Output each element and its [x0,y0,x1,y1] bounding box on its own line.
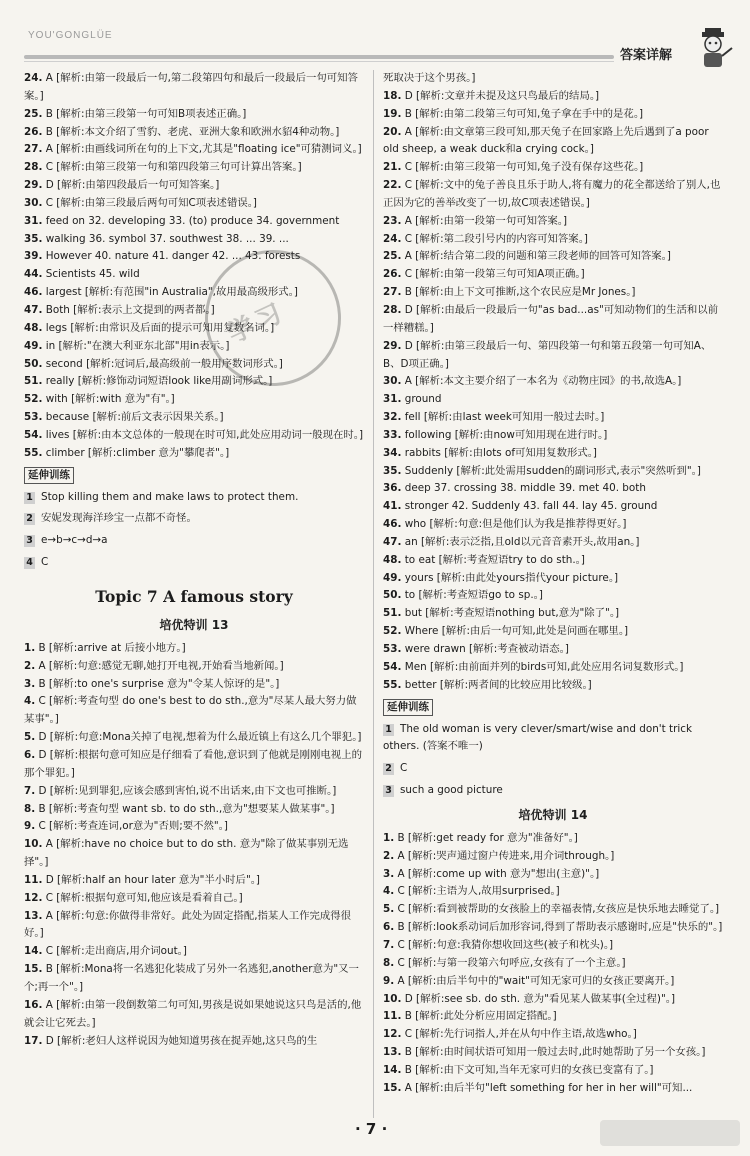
answer-number: 7. [383,938,395,951]
answer-item [24,729,364,747]
answer-number: 26. [383,268,402,281]
answer-number: 26. [24,125,43,138]
answer-text: Where [解析:由后一句可知,此处是问画在哪里。] [401,625,629,638]
extension-number: 3 [24,535,35,547]
answer-text: A [解析:由第一段倒数第二句可知,男孩是说如果她说这只鸟是活的,他就会让它死去。] [24,998,362,1029]
answer-item [383,1080,723,1098]
answer-text: B [解析:由第三段第一句可知B项表述正确。] [42,107,247,120]
answer-number: 13. [24,909,43,922]
answer-item [383,266,723,284]
answer-item [24,159,364,177]
extension-number: 2 [383,763,394,775]
answer-item [383,991,723,1009]
answer-text: walking 36. symbol 37. southwest 38. ... 39. ... [42,232,289,245]
answer-item [24,693,364,729]
answer-item [383,427,723,445]
header-title: 答案详解 [620,48,673,63]
answer-item [383,463,723,481]
extension-item [383,782,723,800]
answer-item [383,677,723,695]
answer-number: 2. [24,659,36,672]
answer-item [383,302,723,338]
answer-number: 8. [383,956,395,969]
answer-item [24,213,364,231]
answer-number: 19. [383,107,402,120]
answer-text: A [解析:由画线词所在句的上下文,尤其是"floating ice"可猜测词义。] [42,143,362,156]
training-title-13: 培优特训 13 [159,617,229,632]
answer-text: because [解析:前后文表示因果关系。] [42,411,224,424]
answer-item [383,1044,723,1062]
answer-number: 7. [24,784,36,797]
answer-text: A [解析:由第一段第一句可知答案。] [401,214,568,227]
answer-text: really [解析:修饰动词短语look like用副词形式。] [42,375,273,388]
answer-text: C [解析:由第三段第一句和第四段第三句可计算出答案。] [42,161,302,174]
extension-item [24,489,364,507]
answer-item [383,516,723,534]
answer-text: C [解析:主语为人,故用surprised。] [394,885,560,898]
answer-number: 55. [383,678,402,691]
answer-text: lives [解析:由本文总体的一般现在时可知,此处应用动词一般现在时。] [42,428,364,441]
answer-text: D [解析:句意:Mona关掉了电视,想着为什么最近镇上有这么几个罪犯。] [35,731,362,744]
extension-text: e→b→c→d→a [41,534,108,547]
answer-item [383,937,723,955]
answer-number: 12. [383,1028,402,1041]
answer-text: D [解析:见到罪犯,应该会感到害怕,说不出话来,由下文也可推断。] [35,784,337,797]
answer-item [24,70,364,106]
answer-item [383,88,723,106]
extension-text: Stop killing them and make laws to protect them. [41,490,299,503]
answer-item [383,213,723,231]
answer-number: 51. [383,607,402,620]
answer-item [383,866,723,884]
left-column [24,70,364,1050]
answer-text: A [解析:have no choice but to do sth. 意为"除了做某事别无选择"。] [24,838,349,869]
answer-number: 55. [24,446,43,459]
answer-number: 16. [24,998,43,1011]
answer-number: 36. [383,482,402,495]
answer-text: 死取决于这个男孩。] [383,72,476,84]
answer-number: 32. [383,411,402,424]
answer-number: 28. [24,161,43,174]
answer-number: 52. [383,625,402,638]
answer-text: B [解析:get ready for 意为"准备好"。] [394,831,578,844]
answer-number: 46. [383,518,402,531]
answer-item [383,1026,723,1044]
answer-text: B [解析:由时间状语可知用一般过去时,此时她帮助了另一个女孩。] [401,1046,706,1059]
answer-item [383,409,723,427]
answer-number: 27. [383,286,402,299]
column-divider [373,70,374,1118]
answer-item [383,552,723,570]
answer-text: C [解析:考查连词,or意为"否则;要不然"。] [35,820,228,833]
answer-number: 14. [24,945,43,958]
answer-item [383,605,723,623]
answer-number: 17. [24,1034,43,1047]
answer-number: 9. [24,820,36,833]
answer-text: were drawn [解析:考查被动语态。] [401,643,569,655]
header-rule [24,55,614,59]
answer-number: 3. [383,867,395,880]
answer-item [24,890,364,908]
answer-text: D [解析:根据句意可知应是仔细看了看他,意识到了他就是刚刚电视上的那个罪犯。] [24,749,362,779]
extension-text: C [400,762,408,775]
answer-text: legs [解析:由常识及后面的提示可知用复数名词。] [42,321,275,334]
answer-number: 9. [383,974,395,987]
answer-number: 23. [383,214,402,227]
answer-text: to eat [解析:考查短语try to do sth.。] [401,553,585,566]
answer-number: 25. [383,250,402,263]
mascot-icon [694,28,734,72]
answer-item [24,818,364,836]
extension-number: 1 [24,492,35,504]
answer-text: B [解析:to one's surprise 意为"令某人惊讶的是"。] [35,677,280,690]
answer-number: 24. [24,72,43,84]
extension-section-title: 延伸训练 [383,699,433,716]
answer-item [383,177,723,213]
answer-text: C [解析:第二段引号内的内容可知答案。] [401,232,588,245]
answer-text: C [解析:与第一段第六句呼应,女孩有了一个主意。] [394,956,626,969]
answer-item [24,872,364,890]
answer-item [24,943,364,961]
answer-number: 5. [24,731,36,744]
answer-text: A [解析:句意:感觉无聊,她打开电视,开始看当地新闻。] [35,659,284,672]
answer-number: 4. [24,695,36,708]
answer-item [24,836,364,872]
answer-text: B [解析:arrive at 后接小地方。] [35,641,186,654]
answer-number: 3. [24,677,36,690]
answer-item [24,640,364,658]
right-column [383,70,723,1098]
answer-item [383,570,723,588]
answer-number: 54. [383,660,402,673]
answer-text: better [解析:两者间的比较应用比较级。] [401,678,592,691]
answer-item [383,338,723,374]
answer-text: B [解析:look系动词后加形容词,得到了帮助表示感谢时,应是"快乐的"。] [394,921,723,934]
answer-text: A [解析:结合第二段的问题和第三段老师的回答可知答案。] [401,250,671,263]
answer-item [24,997,364,1033]
answer-text: ground [401,393,442,406]
answer-item [24,961,364,997]
training-title-14: 培优特训 14 [518,807,588,822]
answer-item [383,883,723,901]
answer-text: C [解析:先行词指人,并在从句中作主语,故选who。] [401,1028,637,1041]
answer-number: 30. [24,196,43,209]
answer-number: 15. [24,963,43,976]
answer-number: 6. [383,921,395,934]
extension-item [24,510,364,528]
answer-text: D [解析:由第四段最后一句可知答案。] [42,179,220,192]
answer-item [24,106,364,124]
answer-item [383,70,723,88]
answer-text: C [解析:由第三段最后两句可知C项表述错误。] [42,196,257,209]
answer-number: 5. [383,903,395,916]
answer-text: C [解析:由第三段第一句可知,兔子没有保存这些花。] [401,161,644,174]
answer-text: A [解析:哭声通过窗户传进来,用介词through。] [394,849,615,862]
topic-title: Topic 7 A famous story [95,586,293,606]
answer-text: rabbits [解析:由lots of可知用复数形式。] [401,446,597,459]
answer-text: C [解析:根据句意可知,他应该是看着自己。] [42,891,243,904]
answer-item [383,955,723,973]
extension-section-title: 延伸训练 [24,467,74,484]
answer-text: deep 37. crossing 38. middle 39. met 40. both [401,482,646,495]
answer-number: 22. [383,179,402,192]
answer-number: 15. [383,1081,402,1094]
answer-number: 47. [24,303,43,316]
brand-text: YOU'GONGLÜE [28,30,113,41]
answer-text: A [解析:由后半句"left something for her in her will"可知... [401,1081,693,1094]
answer-text: A [解析:由第一段最后一句,第二段第四句和最后一段最后一句可知答案。] [24,72,358,102]
extension-number: 1 [383,724,394,736]
answer-item [24,1033,364,1051]
answer-number: 33. [383,428,402,441]
answer-text: climber [解析:climber 意为"攀爬者"。] [42,446,230,459]
answer-text: A [解析:由文章第三段可知,那天兔子在回家路上先后遇到了a poor old sheep, a weak duck和a crying cock。] [383,125,709,156]
extension-text: such a good picture [400,784,503,797]
answer-text: who [解析:句意:但是他们认为我是推荐得更好。] [401,518,627,531]
answer-number: 20. [383,125,402,138]
answer-text: Suddenly [解析:此处需用sudden的副词形式,表示"突然听到"。] [401,464,701,477]
answer-text: B [解析:由下文可知,当年无家可归的女孩已变富有了。] [401,1063,654,1076]
answer-item [24,908,364,944]
answer-number: 53. [383,643,402,655]
extension-text: C [41,556,49,569]
answer-text: following [解析:由now可知用现在进行时。] [401,428,608,441]
extension-item [24,532,364,550]
answer-item [383,106,723,124]
answer-text: with [解析:with 意为"有"。] [42,393,175,406]
answer-text: yours [解析:由此处yours指代your picture。] [401,571,619,584]
answer-number: 29. [383,339,402,352]
answer-text: However 40. nature 41. danger 42. ... 43. forests [42,250,301,263]
answer-item [383,830,723,848]
answer-item [24,409,364,427]
answer-text: fell [解析:由last week可知用一般过去时。] [401,411,605,424]
extension-item [383,721,723,757]
answer-number: 24. [383,232,402,245]
answer-text: in [解析:"在澳大利亚东北部"用in表示。] [42,339,230,352]
answer-text: D [解析:文章并未提及这只鸟最后的结局。] [401,89,600,102]
answer-item [383,1062,723,1080]
answer-number: 25. [24,107,43,120]
answer-item [383,1008,723,1026]
answer-item [24,177,364,195]
answer-item [383,480,723,498]
answer-number: 46. [24,286,43,299]
answer-item [383,284,723,302]
extension-item [383,760,723,778]
answer-text: stronger 42. Suddenly 43. fall 44. lay 45. ground [401,500,658,513]
answer-item [383,587,723,605]
answer-text: A [解析:本文主要介绍了一本名为《动物庄园》的书,故选A。] [401,375,682,388]
extension-number: 2 [24,513,35,525]
answer-item [24,747,364,783]
answer-item [383,623,723,641]
answer-item [383,973,723,991]
answer-text: D [解析:由最后一段最后一句"as bad...as"可知动物们的生活和以前一样糟糕。] [383,303,719,334]
answer-item [24,801,364,819]
watermark-logo [600,1118,740,1148]
answer-text: B [解析:此处分析应用固定搭配。] [401,1010,557,1023]
watermark-stamp: 学习 [183,228,364,409]
answer-number: 50. [383,589,402,602]
extension-item [24,554,364,572]
answer-text: largest [解析:有范围"in Australia",故用最高级形式。] [42,286,298,299]
answer-item [24,231,364,249]
answer-number: 50. [24,357,43,370]
answer-item [383,901,723,919]
answer-item [24,373,364,391]
answer-text: A [解析:come up with 意为"想出(主意)"。] [394,867,600,880]
answer-item [24,783,364,801]
answer-text: B [解析:由上下文可推断,这个农民应是Mr Jones。] [401,286,636,299]
answer-item [383,391,723,409]
answer-number: 11. [383,1010,402,1023]
answer-item [24,427,364,445]
answer-number: 1. [24,641,36,654]
answer-text: D [解析:老妇人这样说因为她知道男孩在捉弄她,这只鸟的生 [42,1034,318,1047]
answer-item [383,498,723,516]
answer-text: B [解析:考查句型 want sb. to do sth.,意为"想要某人做某事"。] [35,802,335,815]
answer-text: C [解析:由第一段第三句可知A项正确。] [401,268,585,281]
answer-text: C [解析:看到被帮助的女孩脸上的幸福表情,女孩应是快乐地去睡觉了。] [394,903,720,916]
answer-number: 41. [383,500,402,513]
answer-item [383,848,723,866]
header-rule-thin [24,61,614,62]
answer-text: A [解析:句意:你做得非常好。此处为固定搭配,指某人工作完成得很好。] [24,909,352,940]
answer-text: D [解析:half an hour later 意为"半小时后"。] [42,873,260,886]
answer-item [383,124,723,160]
answer-number: 53. [24,411,43,424]
answer-number: 27. [24,143,43,156]
answer-item [24,658,364,676]
page-header [0,0,750,70]
answer-number: 1. [383,831,395,844]
answer-number: 51. [24,375,43,388]
answer-number: 35. [24,232,43,245]
answer-number: 12. [24,891,43,904]
answer-item [383,231,723,249]
answer-item [24,141,364,159]
answer-text: B [解析:本文介绍了雪豹、老虎、亚洲大象和欧洲水貂4种动物。] [42,125,340,138]
answer-text: C [解析:走出商店,用介词out。] [42,945,187,958]
answer-number: 34. [383,446,402,459]
answer-number: 48. [383,553,402,566]
answer-number: 47. [383,535,402,548]
answer-item [24,676,364,694]
answer-text: but [解析:考查短语nothing but,意为"除了"。] [401,607,620,620]
answer-number: 14. [383,1063,402,1076]
answer-number: 29. [24,179,43,192]
answer-item [24,391,364,409]
answer-text: C [解析:文中的兔子善良且乐于助人,将有魔力的花全都送给了别人,也正因为它的善举改变了一切,故C项表述错误。] [383,179,721,209]
answer-number: 10. [24,838,43,851]
answer-item [24,195,364,213]
answer-number: 49. [24,339,43,352]
answer-number: 52. [24,393,43,406]
answer-item [383,373,723,391]
answer-number: 2. [383,849,395,862]
answer-text: feed on 32. developing 33. (to) produce 34. government [42,214,340,227]
answer-text: Both [解析:表示上文提到的两者都。] [42,303,215,316]
answer-number: 21. [383,161,402,174]
answer-text: C [解析:句意:我猜你想收回这些(被子和枕头)。] [394,938,614,951]
answer-text: A [解析:由后半句中的"wait"可知无家可归的女孩正要离开。] [394,974,675,987]
answer-text: to [解析:考查短语go to sp.。] [401,589,543,602]
answer-number: 13. [383,1046,402,1059]
page-number: · 7 · [355,1120,388,1138]
answer-text: D [解析:由第三段最后一句、第四段第一句和第五段第一句可知A、B、D项正确。] [383,339,712,370]
answer-item [383,159,723,177]
answer-item [383,659,723,677]
answer-number: 4. [383,885,395,898]
extension-text: The old woman is very clever/smart/wise and don't trick others. (答案不唯一) [383,722,693,753]
extension-text: 安妮发现海洋珍宝一点都不奇怪。 [41,512,197,525]
answer-text: B [解析:由第二段第三句可知,兔子拿在手中的是花。] [401,107,644,120]
answer-text: C [解析:考查句型 do one's best to do sth.,意为"尽某人最大努力做某事"。] [24,695,357,726]
extension-number: 3 [383,785,394,797]
answer-number: 31. [383,393,402,406]
answer-text: Scientists 45. wild [42,268,140,281]
answer-number: 6. [24,749,36,761]
answer-number: 28. [383,303,402,316]
answer-number: 11. [24,873,43,886]
answer-number: 30. [383,375,402,388]
answer-text: an [解析:表示泛指,且old以元音音素开头,故用an。] [401,535,640,548]
answer-item [383,641,723,659]
answer-number: 39. [24,250,43,263]
answer-item [383,445,723,463]
answer-number: 10. [383,992,402,1005]
answer-number: 44. [24,268,43,281]
answer-number: 18. [383,89,402,102]
answer-number: 54. [24,428,43,441]
answer-text: second [解析:冠词后,最高级前一般用序数词形式。] [42,357,283,370]
answer-text: B [解析:Mona将一名逃犯化装成了另外一名逃犯,another意为"又一个;再一个"。] [24,963,359,993]
answer-text: Men [解析:由前面并列的birds可知,此处应用名词复数形式。] [401,660,684,673]
answer-item [24,124,364,142]
answer-item [383,919,723,937]
answer-item [383,248,723,266]
answer-number: 31. [24,214,43,227]
answer-item [24,445,364,463]
answer-item [383,534,723,552]
answer-number: 35. [383,464,402,477]
extension-number: 4 [24,557,35,569]
answer-number: 49. [383,571,402,584]
answer-number: 8. [24,802,36,815]
answer-text: D [解析:see sb. do sth. 意为"看见某人做某事(全过程)"。] [401,992,676,1005]
answer-number: 48. [24,321,43,334]
